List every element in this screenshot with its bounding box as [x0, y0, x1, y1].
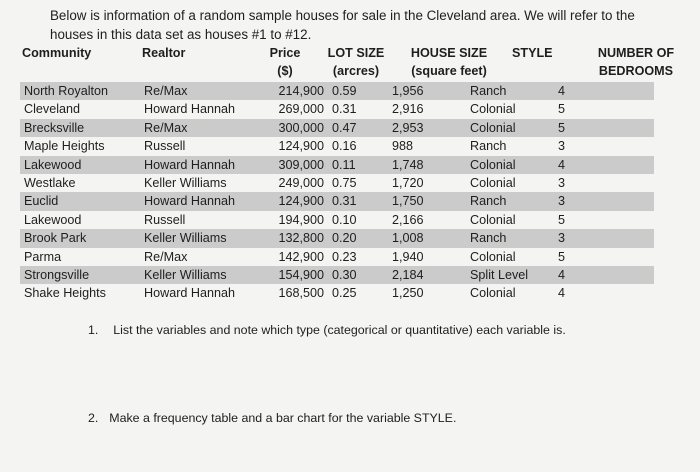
cell-style: Colonial: [466, 248, 554, 266]
header-house-size: [404, 44, 494, 80]
cell-price: 194,900: [264, 211, 328, 229]
cell-realtor: Re/Max: [140, 248, 264, 266]
table-row: [20, 119, 654, 137]
cell-price: 124,900: [264, 192, 328, 210]
cell-realtor: Russell: [140, 137, 264, 155]
cell-realtor: Keller Williams: [140, 229, 264, 247]
cell-realtor: Howard Hannah: [140, 192, 264, 210]
cell-lot-size: 0.20: [328, 229, 388, 247]
cell-bedrooms: 4: [554, 284, 654, 302]
question-2-text: Make a frequency table and a bar chart for the variable STYLE.: [109, 411, 457, 425]
cell-community: Cleveland: [20, 100, 140, 118]
cell-realtor: Keller Williams: [140, 174, 264, 192]
cell-community: Parma: [20, 248, 140, 266]
houses-table: [20, 82, 654, 303]
cell-realtor: Re/Max: [140, 82, 264, 100]
header-price: [260, 44, 310, 80]
cell-lot-size: 0.16: [328, 137, 388, 155]
cell-community: Euclid: [20, 192, 140, 210]
cell-bedrooms: 3: [554, 229, 654, 247]
table-row: [20, 156, 654, 174]
cell-lot-size: 0.31: [328, 100, 388, 118]
cell-house-size: 988: [388, 137, 466, 155]
cell-price: 168,500: [264, 284, 328, 302]
cell-realtor: Howard Hannah: [140, 284, 264, 302]
cell-price: 132,800: [264, 229, 328, 247]
cell-community: Westlake: [20, 174, 140, 192]
table-row: [20, 229, 654, 247]
intro-paragraph: Below is information of a random sample houses for sale in the Cleveland area. We will refer to the houses in this data set as houses #1 to #12.: [50, 8, 635, 42]
cell-bedrooms: 4: [554, 82, 654, 100]
cell-community: Brecksville: [20, 119, 140, 137]
cell-realtor: Russell: [140, 211, 264, 229]
cell-bedrooms: 5: [554, 119, 654, 137]
table-row: [20, 192, 654, 210]
cell-lot-size: 0.31: [328, 192, 388, 210]
question-1-number: 1.: [88, 323, 99, 337]
table-row: [20, 174, 654, 192]
cell-price: 249,000: [264, 174, 328, 192]
cell-style: Colonial: [466, 174, 554, 192]
cell-lot-size: 0.23: [328, 248, 388, 266]
header-bed-line2: BEDROOMS: [598, 64, 674, 78]
cell-bedrooms: 3: [554, 174, 654, 192]
cell-house-size: 1,250: [388, 284, 466, 302]
cell-community: Brook Park: [20, 229, 140, 247]
cell-community: Strongsville: [20, 266, 140, 284]
cell-bedrooms: 5: [554, 248, 654, 266]
table-row: [20, 284, 654, 302]
cell-house-size: 2,184: [388, 266, 466, 284]
cell-house-size: 2,916: [388, 100, 466, 118]
cell-bedrooms: 3: [554, 192, 654, 210]
header-lot-size: [324, 44, 388, 80]
cell-community: North Royalton: [20, 82, 140, 100]
cell-style: Ranch: [466, 137, 554, 155]
cell-realtor: Re/Max: [140, 119, 264, 137]
cell-community: Maple Heights: [20, 137, 140, 155]
cell-price: 300,000: [264, 119, 328, 137]
cell-house-size: 2,953: [388, 119, 466, 137]
header-realtor: Realtor: [142, 46, 186, 60]
cell-bedrooms: 5: [554, 100, 654, 118]
header-price-line2: ($): [277, 64, 293, 78]
question-1-text: List the variables and note which type (categorical or quantitative) each variable is.: [113, 323, 566, 337]
cell-house-size: 1,720: [388, 174, 466, 192]
question-2-number: 2.: [88, 411, 99, 425]
cell-community: Shake Heights: [20, 284, 140, 302]
cell-house-size: 1,956: [388, 82, 466, 100]
header-bedrooms: [588, 44, 684, 80]
header-lot-line2: (arcres): [332, 64, 380, 78]
cell-community: Lakewood: [20, 211, 140, 229]
cell-price: 309,000: [264, 156, 328, 174]
cell-lot-size: 0.30: [328, 266, 388, 284]
cell-price: 269,000: [264, 100, 328, 118]
header-style: STYLE: [512, 46, 553, 60]
cell-lot-size: 0.47: [328, 119, 388, 137]
table-row: [20, 137, 654, 155]
cell-style: Split Level: [466, 266, 554, 284]
cell-realtor: Keller Williams: [140, 266, 264, 284]
cell-lot-size: 0.25: [328, 284, 388, 302]
table-row: [20, 211, 654, 229]
cell-bedrooms: 4: [554, 266, 654, 284]
table-row: [20, 248, 654, 266]
header-house-line2: (square feet): [411, 64, 487, 78]
cell-price: 124,900: [264, 137, 328, 155]
cell-price: 142,900: [264, 248, 328, 266]
cell-house-size: 1,008: [388, 229, 466, 247]
header-bed-line1: NUMBER OF: [597, 46, 675, 60]
header-lot-line1: LOT SIZE: [327, 46, 385, 60]
cell-lot-size: 0.75: [328, 174, 388, 192]
header-community: Community: [22, 46, 92, 60]
cell-bedrooms: 3: [554, 137, 654, 155]
cell-house-size: 1,750: [388, 192, 466, 210]
cell-style: Colonial: [466, 100, 554, 118]
cell-house-size: 1,748: [388, 156, 466, 174]
header-price-line1: Price: [269, 46, 301, 60]
cell-lot-size: 0.59: [328, 82, 388, 100]
cell-style: Colonial: [466, 211, 554, 229]
cell-realtor: Howard Hannah: [140, 156, 264, 174]
cell-lot-size: 0.10: [328, 211, 388, 229]
cell-house-size: 2,166: [388, 211, 466, 229]
cell-style: Ranch: [466, 229, 554, 247]
cell-style: Colonial: [466, 284, 554, 302]
cell-realtor: Howard Hannah: [140, 100, 264, 118]
cell-bedrooms: 4: [554, 156, 654, 174]
cell-style: Colonial: [466, 156, 554, 174]
cell-bedrooms: 5: [554, 211, 654, 229]
question-1: [88, 322, 566, 338]
cell-price: 154,900: [264, 266, 328, 284]
cell-style: Colonial: [466, 119, 554, 137]
table-row: [20, 82, 654, 100]
cell-house-size: 1,940: [388, 248, 466, 266]
cell-price: 214,900: [264, 82, 328, 100]
cell-community: Lakewood: [20, 156, 140, 174]
table-row: [20, 266, 654, 284]
question-2: [88, 410, 456, 426]
table-row: [20, 100, 654, 118]
cell-lot-size: 0.11: [328, 156, 388, 174]
cell-style: Ranch: [466, 82, 554, 100]
header-house-line1: HOUSE SIZE: [410, 46, 488, 60]
cell-style: Ranch: [466, 192, 554, 210]
